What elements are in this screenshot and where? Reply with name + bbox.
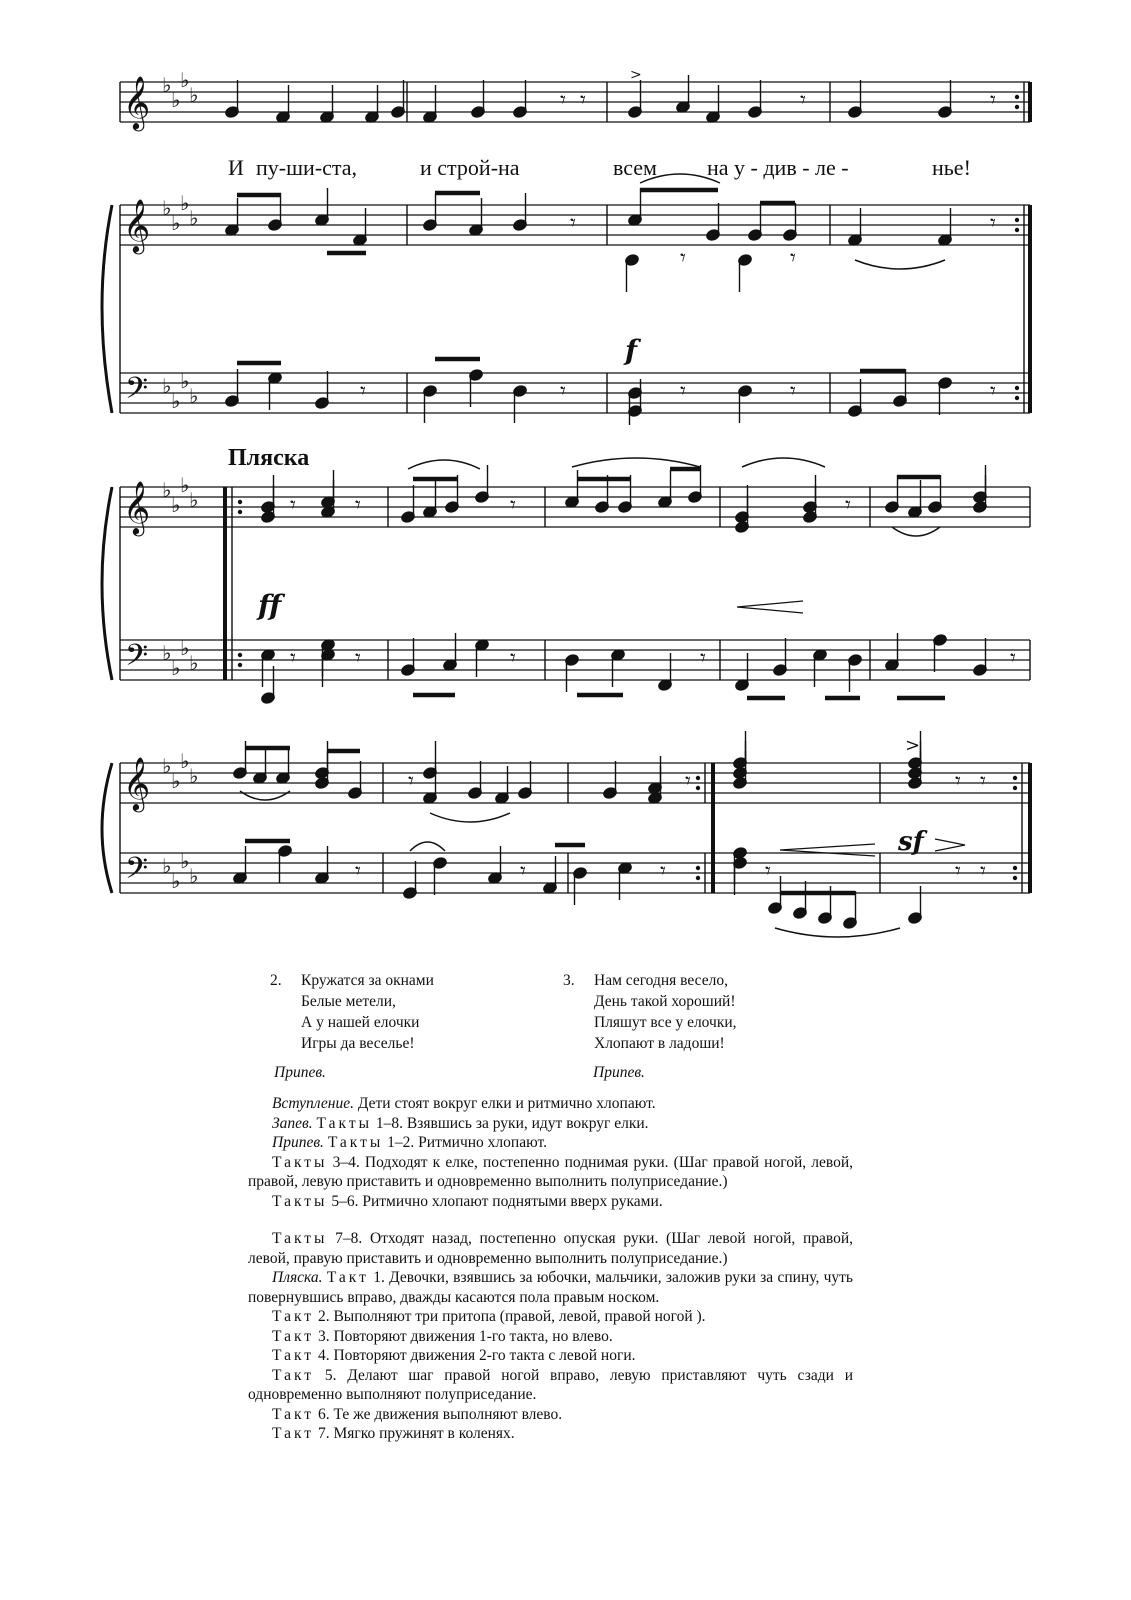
eighth-rest-icon: 𝄾 xyxy=(990,379,996,404)
instruction-label: Пляска. xyxy=(272,1269,323,1286)
repeat-dot xyxy=(1015,386,1019,390)
repeat-dot xyxy=(238,663,242,667)
repeat-dot xyxy=(238,500,242,504)
slur xyxy=(408,460,480,469)
verse-line: Игры да веселье! xyxy=(301,1035,415,1052)
instruction-paragraph xyxy=(248,1405,853,1425)
accent-mark: > xyxy=(905,735,921,756)
instruction-measure-word: Такт xyxy=(272,1327,315,1345)
flat-icon: ♭ xyxy=(162,73,172,97)
instruction-measure-word: Такты xyxy=(316,1114,373,1132)
treble-clef-icon: 𝄞 xyxy=(123,198,151,252)
flat-icon: ♭ xyxy=(189,206,199,230)
flat-icon: ♭ xyxy=(189,864,199,888)
instruction-label: Вступление. xyxy=(272,1095,355,1112)
treble-clef-icon: 𝄞 xyxy=(123,75,151,129)
lyric-syllable: нье! xyxy=(932,155,971,180)
section-title: Пляска xyxy=(228,445,310,471)
instruction-text: 2. Выполняют три притопа (правой, левой, правой ногой ). xyxy=(314,1308,706,1325)
instruction-text: 4. Повторяют движения 2-го такта с левой ноги. xyxy=(314,1347,636,1364)
dynamic-forte: f xyxy=(625,334,638,367)
eighth-rest-icon: 𝄾 xyxy=(355,859,361,884)
eighth-rest-icon: 𝄾 xyxy=(680,246,686,271)
instruction-text: 7–8. Отходят назад, постепенно опуская руки. (Шаг левой ногой, правой, левой, правую приставить и одновременно выполнить полуприседание.) xyxy=(248,1230,853,1267)
repeat-dot xyxy=(1015,95,1019,99)
instruction-paragraph xyxy=(248,1327,853,1347)
eighth-rest-icon: 𝄾 xyxy=(520,859,526,884)
verse-line: Кружатся за окнами xyxy=(301,972,434,989)
instruction-text: 3. Повторяют движения 1-го такта, но влево. xyxy=(314,1327,613,1345)
eighth-rest-icon: 𝄾 xyxy=(570,211,576,236)
flat-icon: ♭ xyxy=(189,83,199,107)
eighth-rest-icon: 𝄾 xyxy=(290,493,296,518)
eighth-rest-icon: 𝄾 xyxy=(560,88,566,113)
flat-icon: ♭ xyxy=(180,749,190,773)
eighth-rest-icon: 𝄾 xyxy=(580,88,586,113)
decrescendo-hairpin xyxy=(935,839,965,851)
brace xyxy=(102,763,112,893)
eighth-rest-icon: 𝄾 xyxy=(765,859,771,884)
repeat-dot xyxy=(1015,228,1019,232)
verse-number: 3. xyxy=(563,972,575,989)
eighth-rest-icon: 𝄾 xyxy=(408,769,414,794)
brace xyxy=(102,487,112,680)
flat-icon: ♭ xyxy=(171,769,181,793)
verse-line: Нам сегодня весело, xyxy=(594,972,728,989)
flat-icon: ♭ xyxy=(189,764,199,788)
instruction-text: 5–6. Ритмично хлопают поднятыми вверх руками. xyxy=(327,1192,663,1210)
slur xyxy=(240,791,290,800)
flat-icon: ♭ xyxy=(180,849,190,873)
eighth-rest-icon: 𝄾 xyxy=(955,769,961,794)
instruction-paragraph xyxy=(248,1307,853,1327)
instruction-measure-word: Такты xyxy=(327,1134,384,1151)
instruction-label: Запев. xyxy=(272,1114,313,1132)
instruction-measure-word: Такт xyxy=(272,1366,315,1384)
lyric-syllable: на у - див - ле - xyxy=(707,155,849,180)
eighth-rest-icon: 𝄾 xyxy=(990,211,996,236)
repeat-dot xyxy=(696,786,700,790)
repeat-dot xyxy=(1013,786,1017,790)
eighth-rest-icon: 𝄾 xyxy=(660,859,666,884)
instruction-paragraph xyxy=(248,1346,853,1366)
repeat-dot xyxy=(1015,396,1019,400)
repeat-dot xyxy=(1013,866,1017,870)
flat-icon: ♭ xyxy=(171,656,181,680)
eighth-rest-icon: 𝄾 xyxy=(700,646,706,671)
instruction-text: 5. Делают шаг правой ногой вправо, левую приставляют чуть сзади и одновременно выполняют полуприседание. xyxy=(248,1366,853,1403)
repeat-dot xyxy=(1015,218,1019,222)
flat-icon: ♭ xyxy=(171,869,181,893)
verse-line: А у нашей елочки xyxy=(301,1014,420,1031)
repeat-dot xyxy=(1013,876,1017,880)
eighth-rest-icon: 𝄾 xyxy=(355,646,361,671)
instruction-paragraph xyxy=(248,1192,853,1212)
instruction-measure-word: Такт xyxy=(326,1269,369,1286)
instruction-paragraph xyxy=(248,1153,853,1192)
slur xyxy=(892,527,940,536)
bass-clef-icon: 𝄢 xyxy=(125,852,149,893)
eighth-rest-icon: 𝄾 xyxy=(955,859,961,884)
eighth-rest-icon: 𝄾 xyxy=(290,646,296,671)
repeat-dot xyxy=(696,876,700,880)
refrain-label: Припев. xyxy=(274,1064,326,1081)
lyric-syllable: и строй-на xyxy=(420,155,520,180)
eighth-rest-icon: 𝄾 xyxy=(845,493,851,518)
eighth-rest-icon: 𝄾 xyxy=(980,769,986,794)
treble-clef-icon: 𝄞 xyxy=(123,756,151,810)
verse-2 xyxy=(270,970,540,1060)
flat-icon: ♭ xyxy=(180,68,190,92)
lyric-syllable: пу-ши-ста, xyxy=(256,155,358,180)
eighth-rest-icon: 𝄾 xyxy=(680,379,686,404)
eighth-rest-icon: 𝄾 xyxy=(685,769,691,794)
instruction-paragraph xyxy=(248,1366,853,1405)
instruction-text: 1–8. Взявшись за руки, идут вокруг елки. xyxy=(372,1114,649,1132)
repeat-dot xyxy=(1015,105,1019,109)
bass-clef-icon: 𝄢 xyxy=(125,372,149,413)
instruction-text: 7. Мягко пружинят в коленях. xyxy=(314,1425,515,1442)
instruction-paragraph xyxy=(248,1268,853,1307)
flat-icon: ♭ xyxy=(180,473,190,497)
flat-icon: ♭ xyxy=(180,191,190,215)
eighth-rest-icon: 𝄾 xyxy=(790,379,796,404)
instruction-measure-word: Такт xyxy=(272,1425,315,1442)
slur xyxy=(742,458,825,467)
verse-3 xyxy=(563,970,843,1060)
crescendo-hairpin xyxy=(737,601,803,613)
instruction-measure-word: Такт xyxy=(272,1308,315,1325)
instruction-paragraph xyxy=(248,1133,853,1153)
flat-icon: ♭ xyxy=(162,641,172,665)
slur xyxy=(572,458,700,467)
instruction-text: 6. Те же движения выполняют влево. xyxy=(314,1405,563,1423)
flat-icon: ♭ xyxy=(162,854,172,878)
flat-icon: ♭ xyxy=(189,488,199,512)
dance-instructions xyxy=(248,1094,853,1444)
repeat-dot xyxy=(696,866,700,870)
instruction-paragraph xyxy=(248,1094,853,1114)
slur xyxy=(855,260,945,269)
slur xyxy=(410,842,445,851)
repeat-dot xyxy=(238,510,242,514)
dynamic-sforzando: sf xyxy=(898,827,924,857)
eighth-rest-icon: 𝄾 xyxy=(800,88,806,113)
flat-icon: ♭ xyxy=(162,754,172,778)
eighth-rest-icon: 𝄾 xyxy=(360,379,366,404)
eighth-rest-icon: 𝄾 xyxy=(990,88,996,113)
flat-icon: ♭ xyxy=(189,651,199,675)
dynamic-fortissimo: ff xyxy=(258,589,282,622)
verse-number: 2. xyxy=(270,972,282,989)
verse-line: Пляшут все у елочки, xyxy=(594,1014,737,1031)
eighth-rest-icon: 𝄾 xyxy=(1010,646,1016,671)
instruction-text: 1. Девочки, взявшись за юбочки, мальчики, заложив руки за спину, чуть повернувшись вправо, дважды касаются пола правым носком. xyxy=(248,1269,854,1306)
flat-icon: ♭ xyxy=(162,478,172,502)
instruction-text: 1–2. Ритмично хлопают. xyxy=(383,1134,547,1151)
flat-icon: ♭ xyxy=(189,384,199,408)
flat-icon: ♭ xyxy=(180,369,190,393)
slur xyxy=(430,813,510,822)
flat-icon: ♭ xyxy=(171,389,181,413)
verse-line: Хлопают в ладоши! xyxy=(594,1035,725,1052)
crescendo-hairpin xyxy=(780,844,875,856)
verse-line: Белые метели, xyxy=(301,993,396,1010)
eighth-rest-icon: 𝄾 xyxy=(355,493,361,518)
verse-line: День такой хороший! xyxy=(594,993,736,1010)
eighth-rest-icon: 𝄾 xyxy=(980,859,986,884)
flat-icon: ♭ xyxy=(171,493,181,517)
flat-icon: ♭ xyxy=(162,374,172,398)
instruction-measure-word: Такт xyxy=(272,1405,315,1423)
instruction-measure-word: Такт xyxy=(272,1347,315,1364)
refrain-label: Припев. xyxy=(593,1064,645,1081)
instruction-paragraph xyxy=(248,1424,853,1444)
eighth-rest-icon: 𝄾 xyxy=(790,246,796,271)
lyric-syllable: всем xyxy=(613,155,657,180)
eighth-rest-icon: 𝄾 xyxy=(510,493,516,518)
lyric-syllable: И xyxy=(228,155,244,180)
instruction-text: 3–4. Подходят к елке, постепенно поднимая руки. (Шаг правой ногой, левой, правой, левую приставить и одновременно выполнить полуприседание.) xyxy=(248,1153,853,1190)
treble-clef-icon: 𝄞 xyxy=(123,480,151,534)
bass-clef-icon: 𝄢 xyxy=(125,639,149,680)
repeat-dot xyxy=(238,653,242,657)
repeat-dot xyxy=(696,776,700,780)
eighth-rest-icon: 𝄾 xyxy=(510,646,516,671)
instruction-paragraph xyxy=(248,1229,853,1268)
flat-icon: ♭ xyxy=(162,196,172,220)
flat-icon: ♭ xyxy=(171,88,181,112)
instruction-paragraph xyxy=(248,1114,853,1134)
accent-mark: > xyxy=(630,67,642,83)
instruction-measure-word: Такты xyxy=(272,1230,328,1247)
repeat-dot xyxy=(1013,776,1017,780)
flat-icon: ♭ xyxy=(171,211,181,235)
slur xyxy=(775,928,900,937)
eighth-rest-icon: 𝄾 xyxy=(560,379,566,404)
flat-icon: ♭ xyxy=(180,636,190,660)
instruction-label: Припев. xyxy=(272,1134,324,1151)
brace xyxy=(102,205,112,413)
instruction-measure-word: Такты xyxy=(272,1192,328,1210)
instruction-measure-word: Такты xyxy=(272,1153,328,1171)
instruction-text: Дети стоят вокруг елки и ритмично хлопают. xyxy=(357,1095,656,1112)
